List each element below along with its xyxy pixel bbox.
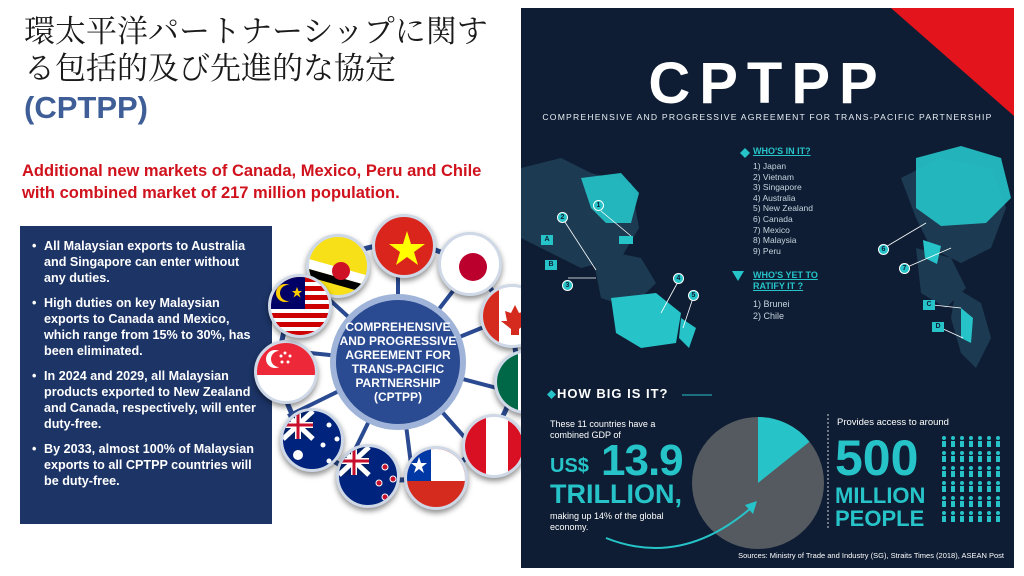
how-big-header: HOW BIG IS IT? <box>557 386 669 401</box>
gdp-pie <box>692 417 824 549</box>
chile-flag <box>404 446 468 510</box>
hub-label: COMPREHENSIVE AND PROGRESSIVE AGREEMENT FOR TRANS-PACIFIC PARTNERSHIP (CPTPP) <box>339 320 457 404</box>
flag-wheel <box>248 212 548 512</box>
map-pin-7: 7 <box>899 263 910 274</box>
cptpp-hub <box>330 294 466 430</box>
not-ratified-item: 2) Chile <box>753 311 785 321</box>
slide-subtitle: (CPTPP) <box>24 90 148 125</box>
australia-flag <box>280 408 344 472</box>
diamond-icon <box>547 390 556 399</box>
cptpp-infographic <box>521 8 1014 568</box>
member-list <box>753 161 813 256</box>
sources-text: Sources: Ministry of Trade and Industry (SG), Straits Times (2018), ASEAN Post <box>738 551 1004 560</box>
map-marker-d: D <box>932 322 944 332</box>
gdp-unit: TRILLION, <box>550 479 682 509</box>
bullet-box <box>20 226 272 524</box>
gdp-value: 13.9 <box>601 436 683 485</box>
member-item: 3) Singapore <box>753 182 802 193</box>
people-icon-grid <box>941 436 1005 526</box>
access-text: Provides access to around <box>837 417 949 428</box>
map-marker-b: B <box>545 260 557 270</box>
member-item: 8) Malaysia <box>753 235 797 246</box>
japan-flag <box>438 232 502 296</box>
not-ratified-list <box>753 298 790 322</box>
people-unit-2: PEOPLE <box>835 506 925 531</box>
highlight-text: Additional new markets of Canada, Mexico, Peru and Chile with combined market of 217 million population. <box>22 162 482 202</box>
member-item: 1) Japan <box>753 161 787 171</box>
triangle-icon <box>732 271 744 281</box>
map-pin-3: 3 <box>562 280 573 291</box>
member-item: 5) New Zealand <box>753 203 814 214</box>
map-pin-4: 4 <box>673 273 684 284</box>
bullet-item: • All Malaysian exports to Australia and Singapore can enter without any duties. <box>30 238 264 286</box>
gdp-share-text: making up 14% of the global economy. <box>550 511 664 532</box>
slide-title: 環太平洋パートナーシップに関する包括的及び先進的な協定 <box>24 14 488 87</box>
vietnam-flag <box>372 214 436 278</box>
gdp-currency: US$ <box>550 455 589 477</box>
member-item: 2) Vietnam <box>753 171 794 182</box>
gdp-intro: These 11 countries have a combined GDP of <box>550 419 656 440</box>
member-item: 7) Mexico <box>753 224 790 235</box>
not-ratified-item: 1) Brunei <box>753 299 790 309</box>
people-unit-1: MILLION <box>835 483 926 508</box>
peru-flag <box>462 414 526 478</box>
malaysia-flag <box>268 274 332 338</box>
map-pin-5: 5 <box>688 290 699 301</box>
map-pin-6: 6 <box>878 244 889 255</box>
people-value: 500 <box>835 430 919 486</box>
map-marker-c: C <box>923 300 935 310</box>
header-underline <box>682 393 712 397</box>
bullet-item: • High duties on key Malaysian exports to Canada and Mexico, which range from 15% to 30%, has been eliminated. <box>30 295 264 359</box>
infographic-title: CPTPP <box>648 51 887 116</box>
map-pin-1: 1 <box>593 200 604 211</box>
yet-to-ratify-header-2: RATIFY IT ? <box>753 281 804 291</box>
whos-in-header: WHO'S IN IT? <box>753 146 811 156</box>
yet-to-ratify-header-1: WHO'S YET TO <box>753 270 818 280</box>
new-zealand-flag <box>336 444 400 508</box>
member-item: 9) Peru <box>753 245 781 256</box>
member-item: 6) Canada <box>753 213 793 224</box>
bullet-item: • In 2024 and 2029, all Malaysian products exported to New Zealand and Canada, respectively, will enter duty-free. <box>30 368 264 432</box>
map-pin-2: 2 <box>557 212 568 223</box>
singapore-flag <box>254 340 318 404</box>
diamond-icon <box>740 148 750 158</box>
map-marker-a: A <box>541 235 553 245</box>
infographic-full-name: COMPREHENSIVE AND PROGRESSIVE AGREEMENT FOR TRANS-PACIFIC PARTNERSHIP <box>542 112 993 122</box>
bullet-item: • By 2033, almost 100% of Malaysian exports to all CPTPP countries will be duty-free. <box>30 441 264 489</box>
member-item: 4) Australia <box>753 192 796 203</box>
